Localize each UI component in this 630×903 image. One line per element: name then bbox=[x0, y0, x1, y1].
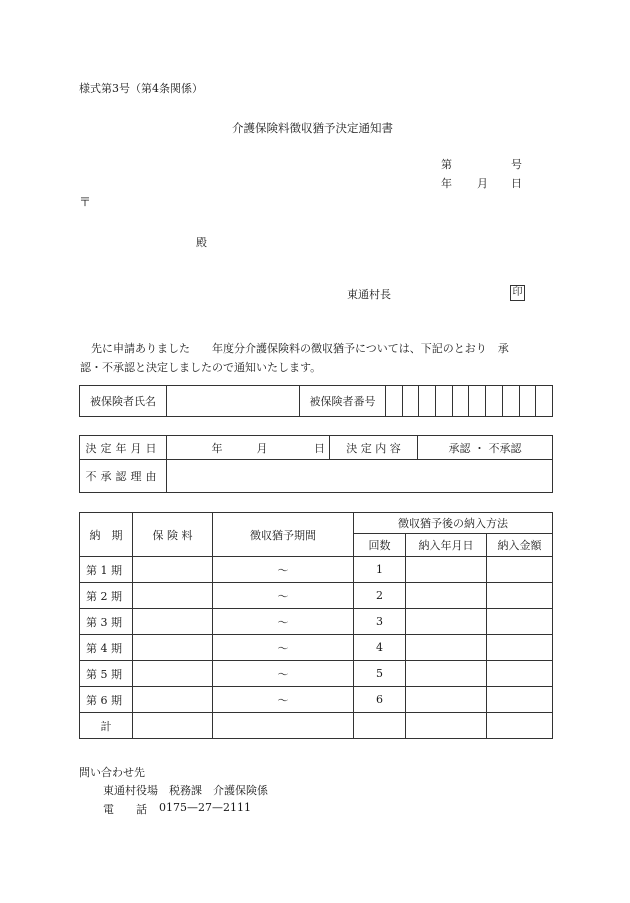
decision-date-day[interactable]: 日 bbox=[272, 436, 330, 460]
count-cell: 4 bbox=[354, 635, 406, 661]
header-payment-method: 徴収猶予後の納入方法 bbox=[354, 513, 553, 534]
total-amount-cell[interactable] bbox=[487, 713, 553, 739]
insured-table bbox=[79, 385, 553, 417]
postal-mark: 〒 bbox=[79, 195, 92, 209]
payment-date-cell[interactable] bbox=[406, 583, 487, 609]
addressee-suffix: 殿 bbox=[196, 236, 207, 249]
table-row bbox=[80, 687, 553, 713]
insured-number-digit[interactable] bbox=[469, 386, 486, 417]
date-month: 月 bbox=[477, 177, 488, 190]
header-deferral-period: 徴収猶予期間 bbox=[213, 513, 354, 557]
table-row bbox=[80, 583, 553, 609]
total-date-cell[interactable] bbox=[406, 713, 487, 739]
insured-number-digit[interactable] bbox=[536, 386, 553, 417]
payment-date-cell[interactable] bbox=[406, 687, 487, 713]
insured-name-field[interactable] bbox=[167, 386, 300, 417]
insured-number-digit[interactable] bbox=[386, 386, 403, 417]
decision-date-month[interactable]: 月 bbox=[227, 436, 272, 460]
payment-amount-cell[interactable] bbox=[487, 583, 553, 609]
count-cell: 3 bbox=[354, 609, 406, 635]
payment-amount-cell[interactable] bbox=[487, 557, 553, 583]
header-payment-amount: 納入金額 bbox=[487, 534, 553, 557]
notice-paragraph bbox=[80, 339, 550, 377]
seal-mark bbox=[510, 285, 525, 301]
premium-cell[interactable] bbox=[133, 583, 213, 609]
contact-phone-label: 電 話 bbox=[103, 803, 147, 816]
header-payment-date: 納入年月日 bbox=[406, 534, 487, 557]
contact-office: 東通村役場 税務課 介護保険係 bbox=[103, 784, 268, 797]
deferral-cell[interactable]: 〜 bbox=[213, 661, 354, 687]
total-count-cell[interactable] bbox=[354, 713, 406, 739]
deferral-cell[interactable]: 〜 bbox=[213, 609, 354, 635]
premium-cell[interactable] bbox=[133, 557, 213, 583]
form-label: 様式第3号（第4条関係） bbox=[79, 82, 203, 95]
decision-content-label: 決 定 内 容 bbox=[330, 436, 418, 460]
seal-icon: 印 bbox=[510, 285, 525, 301]
table-row bbox=[80, 557, 553, 583]
payment-amount-cell[interactable] bbox=[487, 661, 553, 687]
period-cell: 第 3 期 bbox=[80, 609, 133, 635]
total-premium-cell[interactable] bbox=[133, 713, 213, 739]
insured-number-digit[interactable] bbox=[452, 386, 469, 417]
header-count: 回数 bbox=[354, 534, 406, 557]
notice-line-1: 先に申請ありました 年度分介護保険料の徴収猶予については、下記のとおり 承 bbox=[91, 342, 509, 355]
payment-date-cell[interactable] bbox=[406, 635, 487, 661]
deferral-cell[interactable]: 〜 bbox=[213, 583, 354, 609]
document-title: 介護保険料徴収猶予決定通知書 bbox=[232, 121, 393, 135]
rejection-reason-field[interactable] bbox=[167, 460, 553, 493]
payment-amount-cell[interactable] bbox=[487, 635, 553, 661]
decision-date-label: 決定年月日 bbox=[80, 436, 167, 460]
deferral-cell[interactable]: 〜 bbox=[213, 687, 354, 713]
total-row bbox=[80, 713, 553, 739]
date-day: 日 bbox=[511, 177, 522, 190]
decision-content-value[interactable]: 承認 ・ 不承認 bbox=[418, 436, 553, 460]
period-cell: 第 4 期 bbox=[80, 635, 133, 661]
premium-cell[interactable] bbox=[133, 661, 213, 687]
table-row bbox=[80, 661, 553, 687]
premium-cell[interactable] bbox=[133, 609, 213, 635]
count-cell: 6 bbox=[354, 687, 406, 713]
premium-cell[interactable] bbox=[133, 635, 213, 661]
period-cell: 第 1 期 bbox=[80, 557, 133, 583]
notice-line-2: 認・不承認と決定しましたので通知いたします。 bbox=[80, 361, 322, 374]
contact-label: 問い合わせ先 bbox=[79, 766, 145, 779]
header-premium: 保 険 料 bbox=[133, 513, 213, 557]
insured-number-digit[interactable] bbox=[402, 386, 419, 417]
insured-number-label: 被保険者番号 bbox=[300, 386, 386, 417]
payment-amount-cell[interactable] bbox=[487, 609, 553, 635]
decision-date-year[interactable]: 年 bbox=[167, 436, 227, 460]
contact-phone: 0175—27—2111 bbox=[159, 801, 251, 814]
deferral-cell[interactable]: 〜 bbox=[213, 557, 354, 583]
insured-number-digit[interactable] bbox=[502, 386, 519, 417]
number-dai: 第 bbox=[441, 158, 452, 171]
total-deferral-cell[interactable] bbox=[213, 713, 354, 739]
payment-date-cell[interactable] bbox=[406, 609, 487, 635]
payment-table bbox=[79, 512, 553, 739]
date-year: 年 bbox=[441, 177, 452, 190]
rejection-reason-label: 不承認理由 bbox=[80, 460, 167, 493]
payment-date-cell[interactable] bbox=[406, 557, 487, 583]
insured-number-digit[interactable] bbox=[419, 386, 436, 417]
count-cell: 5 bbox=[354, 661, 406, 687]
payment-amount-cell[interactable] bbox=[487, 687, 553, 713]
count-cell: 1 bbox=[354, 557, 406, 583]
insured-number-digit[interactable] bbox=[519, 386, 536, 417]
period-cell: 第 5 期 bbox=[80, 661, 133, 687]
deferral-cell[interactable]: 〜 bbox=[213, 635, 354, 661]
table-row bbox=[80, 609, 553, 635]
header-period: 納 期 bbox=[80, 513, 133, 557]
total-label: 計 bbox=[80, 713, 133, 739]
insured-number-digit[interactable] bbox=[486, 386, 503, 417]
insured-name-label: 被保険者氏名 bbox=[80, 386, 167, 417]
sender-name: 東通村長 bbox=[347, 288, 391, 301]
period-cell: 第 6 期 bbox=[80, 687, 133, 713]
payment-date-cell[interactable] bbox=[406, 661, 487, 687]
decision-table bbox=[79, 435, 553, 493]
insured-number-digit[interactable] bbox=[436, 386, 453, 417]
count-cell: 2 bbox=[354, 583, 406, 609]
number-gou: 号 bbox=[511, 158, 522, 171]
table-row bbox=[80, 635, 553, 661]
period-cell: 第 2 期 bbox=[80, 583, 133, 609]
premium-cell[interactable] bbox=[133, 687, 213, 713]
